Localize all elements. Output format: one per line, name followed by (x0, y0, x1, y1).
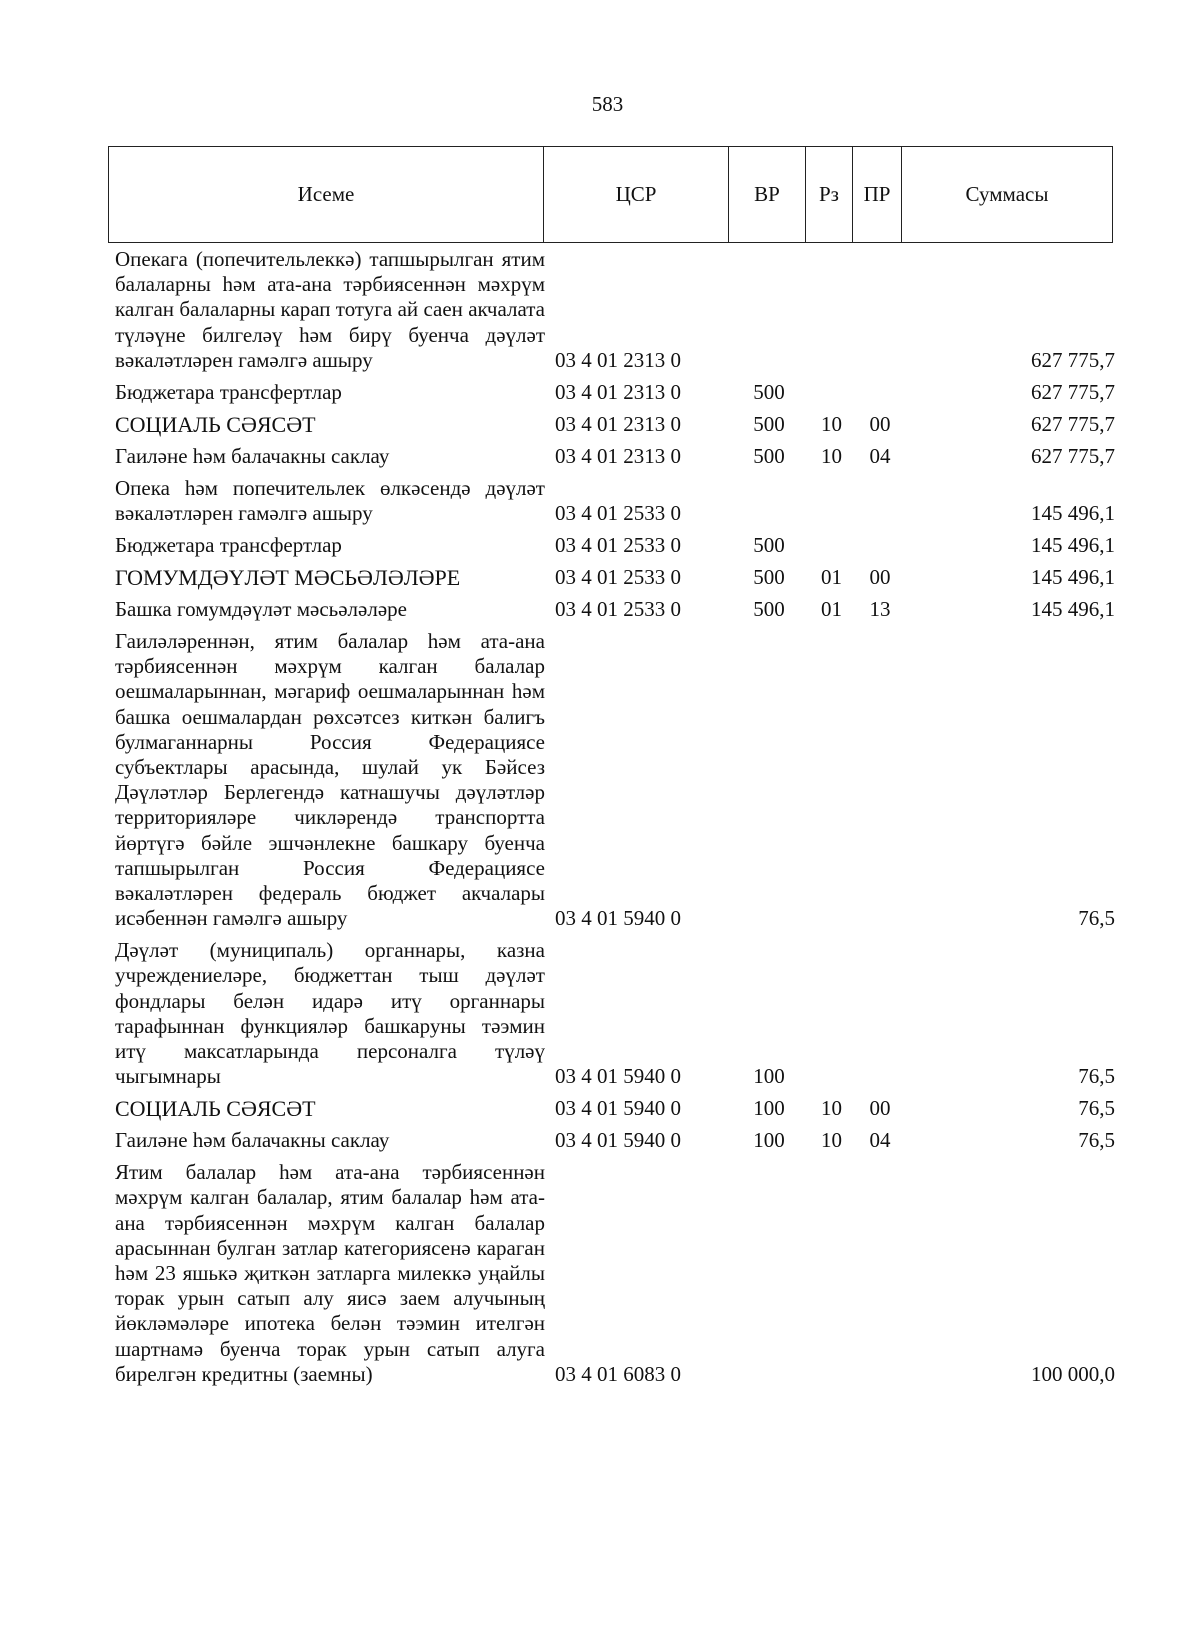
table-row (115, 1160, 1115, 1387)
row-pr (855, 247, 905, 373)
table-row (115, 476, 1115, 526)
row-name: СОЦИАЛЬ СӘЯСӘТ (115, 411, 316, 437)
header-name: Исеме (109, 147, 544, 242)
row-name: Бюджетара трансфертлар (115, 379, 342, 404)
row-vr: 100 (753, 1128, 785, 1153)
row-sum: 627 775,7 (1031, 411, 1115, 436)
row-vr: 100 (753, 1064, 785, 1089)
row-vr: 500 (753, 379, 785, 404)
row-csr: 03 4 01 5940 0 (555, 906, 681, 931)
row-pr: 00 (869, 1096, 891, 1121)
row-name: СОЦИАЛЬ СӘЯСӘТ (115, 1096, 316, 1122)
row-rz (808, 938, 855, 1089)
row-sum: 76,5 (1078, 1064, 1115, 1089)
row-csr: 03 4 01 2313 0 (555, 347, 681, 372)
row-csr: 03 4 01 5940 0 (555, 1128, 681, 1153)
row-sum: 145 496,1 (1031, 501, 1115, 526)
row-rz: 10 (821, 443, 842, 468)
row-pr: 04 (869, 443, 891, 468)
header-rz: Рз (806, 147, 853, 242)
row-rz: 10 (821, 1128, 842, 1153)
table-row (115, 412, 1115, 437)
row-name: Башка гомумдәүләт мәсьәләләре (115, 597, 407, 622)
table-row (115, 533, 1115, 558)
row-sum: 76,5 (1078, 906, 1115, 931)
header-pr: ПР (853, 147, 902, 242)
table-row (115, 565, 1115, 590)
row-sum: 145 496,1 (1031, 597, 1115, 622)
row-csr: 03 4 01 5940 0 (555, 1096, 681, 1121)
row-csr: 03 4 01 2313 0 (555, 379, 681, 404)
table-row (115, 380, 1115, 405)
row-sum: 76,5 (1078, 1128, 1115, 1153)
row-rz: 01 (821, 597, 842, 622)
row-vr: 100 (753, 1096, 785, 1121)
row-name: Опека һәм попечительлек өлкәсендә дәүләт вәкаләтләрен гамәлгә ашыру (115, 475, 545, 526)
row-vr (730, 1160, 808, 1387)
row-rz (808, 629, 855, 931)
row-name: Гаиләне һәм балачакны саклау (115, 1128, 390, 1153)
row-vr: 500 (753, 597, 785, 622)
row-name: Бюджетара трансфертлар (115, 533, 342, 558)
row-sum: 627 775,7 (1031, 347, 1115, 372)
table-row (115, 247, 1115, 373)
row-vr: 500 (753, 443, 785, 468)
row-pr: 13 (869, 597, 891, 622)
row-csr: 03 4 01 6083 0 (555, 1361, 681, 1386)
row-name: Гаиләне һәм балачакны саклау (115, 443, 390, 468)
row-name: Дәүләт (муниципаль) органнары, казна учреждениеләре, бюджеттан тыш дәүләт фондлары белән идарә итү органнары тарафыннан функцияләр башкаруны тәэмин итү максатларында персоналга түләү чыгымнары (115, 938, 545, 1089)
row-sum: 145 496,1 (1031, 533, 1115, 558)
row-name: Ятим балалар һәм ата-ана тәрбиясеннән мәхрүм калган балалар, ятим балалар һәм ата-ана тәрбиясеннән мәхрүм калган балалар арасыннан булган затлар категориясенә караган һәм 23 яшькә җиткән затларга милеккә уңайлы торак урын сатып алу яисә заем алучының йөкләмәләре ипотека белән тәэмин ителгән шартнамә буенча торак урын сатып алуга бирелгән кредитны (заемны) (115, 1160, 545, 1386)
row-name: ГОМУМДӘҮЛӘТ МӘСЬӘЛӘЛӘРЕ (115, 565, 461, 591)
table-row (115, 629, 1115, 931)
row-pr: 00 (869, 411, 891, 436)
row-vr: 500 (753, 533, 785, 558)
row-csr: 03 4 01 2533 0 (555, 501, 681, 526)
header-csr: ЦСР (544, 147, 729, 242)
row-pr (855, 476, 905, 526)
row-name: Гаиләләреннән, ятим балалар һәм ата-ана тәрбиясеннән мәхрүм калган балалар оешмаларыннан, мәгариф оешмаларыннан һәм башка оешмалардан рөхсәтсез киткән балигъ булмаганнарны Россия Федерациясе субъектлары арасында, шулай ук Бәйсез Дәүләтләр Берлегендә катнашучы дәүләтләр территорияләре чикләрендә транспортта йөртүгә бәйле эшчәнлекне башкару буенча тапшырылган Россия Федерациясе вәкаләтләрен федераль бюджет акчалары исәбеннән гамәлгә ашыру (115, 629, 545, 931)
page-number: 583 (591, 92, 624, 116)
table-row (115, 444, 1115, 469)
row-rz: 10 (821, 1096, 842, 1121)
row-rz (808, 476, 855, 526)
row-sum: 627 775,7 (1031, 443, 1115, 468)
row-sum: 100 000,0 (1031, 1361, 1115, 1386)
table-row (115, 1128, 1115, 1153)
row-csr: 03 4 01 5940 0 (555, 1064, 681, 1089)
table-header (108, 146, 1113, 243)
row-vr (730, 476, 808, 526)
row-name: Опекага (попечительлеккә) тапшырылган ятим балаларны һәм ата-ана тәрбиясеннән мәхрүм калган балаларны карап тотуга ай саен акчалата түләүне билгеләү һәм бирү буенча дәүләт вәкаләтләрен гамәлгә ашыру (115, 247, 545, 372)
table-row (115, 1096, 1115, 1121)
row-rz: 10 (821, 411, 842, 436)
row-pr (855, 533, 905, 558)
row-sum: 627 775,7 (1031, 379, 1115, 404)
row-pr (855, 380, 905, 405)
row-rz (808, 247, 855, 373)
row-csr: 03 4 01 2313 0 (555, 443, 681, 468)
row-vr: 500 (753, 411, 785, 436)
header-vr: ВР (729, 147, 806, 242)
header-sum: Суммасы (965, 182, 1049, 206)
row-sum: 76,5 (1078, 1096, 1115, 1121)
row-vr (730, 629, 808, 931)
row-rz (808, 1160, 855, 1387)
row-rz: 01 (821, 565, 842, 590)
table-row (115, 597, 1115, 622)
table-body (115, 247, 1115, 1394)
row-rz (808, 533, 855, 558)
row-vr (730, 247, 808, 373)
row-pr (855, 629, 905, 931)
table-row (115, 938, 1115, 1089)
row-pr: 00 (869, 565, 891, 590)
row-csr: 03 4 01 2533 0 (555, 533, 681, 558)
row-sum: 145 496,1 (1031, 565, 1115, 590)
row-csr: 03 4 01 2533 0 (555, 565, 681, 590)
row-rz (808, 380, 855, 405)
row-pr: 04 (869, 1128, 891, 1153)
row-pr (855, 938, 905, 1089)
row-vr: 500 (753, 565, 785, 590)
row-csr: 03 4 01 2533 0 (555, 597, 681, 622)
row-csr: 03 4 01 2313 0 (555, 411, 681, 436)
row-pr (855, 1160, 905, 1387)
